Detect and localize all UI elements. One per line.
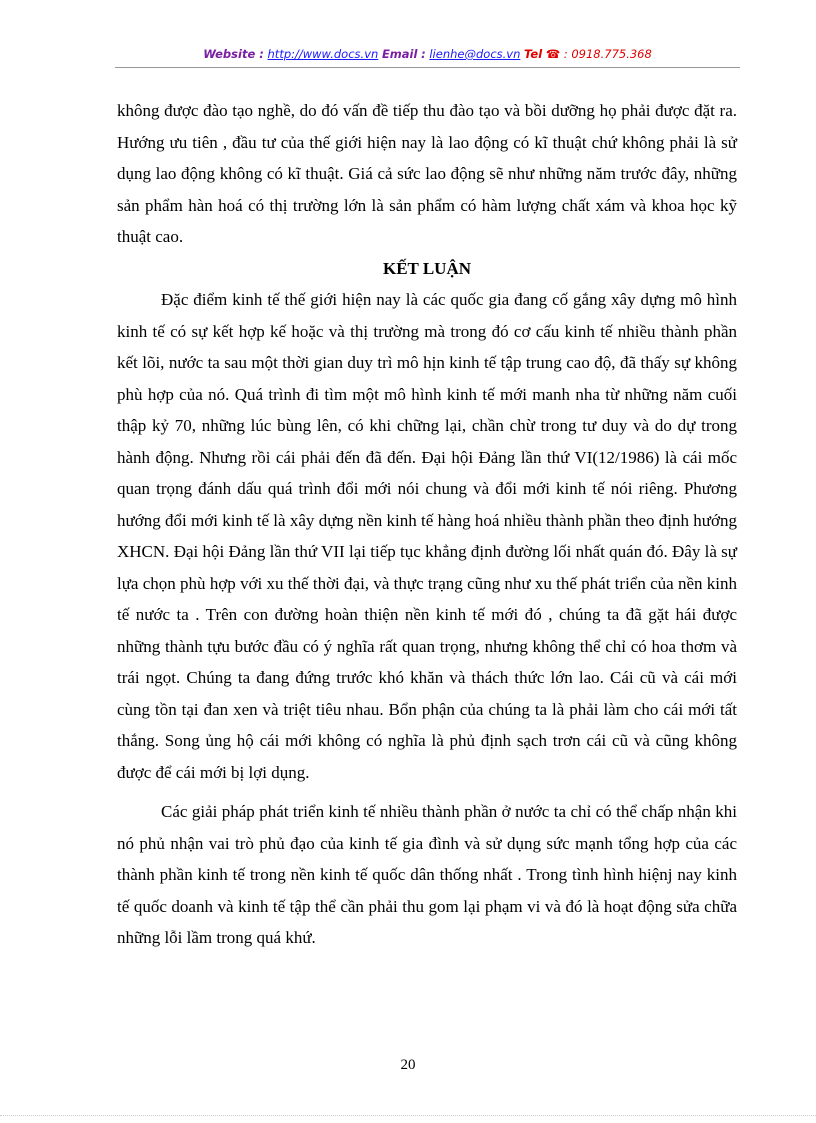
email-label: Email	[381, 47, 418, 61]
header-rule	[115, 67, 740, 68]
document-body	[117, 95, 737, 954]
paragraph-conclusion: Đặc điểm kinh tế thế giới hiện nay là các quốc gia đang cố gắng xây dựng mô hình kinh tế có sự kết hợp kế hoặc và thị trường mà trong đó cơ cấu kinh tế nhiều thành phần kết lõi, nước ta sau một thời gian duy trì mô hịn kinh tế tập trung cao độ, đã thấy sự không phù hợp của nó. Quá trình đi tìm một mô hình kinh tế mới manh nha từ những năm cuối thập kỷ 70, những lúc bùng lên, có khi chững lại, chần chừ trong tư duy và do dự trong hành động. Nhưng rồi cái phải đến đã đến. Đại hội Đảng lần thứ VI(12/1986) là cái mốc quan trọng đánh dấu quá trình đổi mới nói chung và đổi mới kinh tế nói riêng. Phương hướng đổi mới kinh tế là xây dựng nền kinh tế hàng hoá nhiều thành phần theo định hướng XHCN. Đại hội Đảng lần thứ VII lại tiếp tục khẳng định đường lối nhất quán đó. Đây là sự lựa chọn phù hợp với xu thế thời đại, và thực trạng cũng như xu thế phát triển của nền kinh tế nước ta . Trên con đường hoàn thiện nền kinh tế mới đó , chúng ta đã gặt hái được những thành tựu bước đầu có ý nghĩa rất quan trọng, nhưng không thể chỉ có hoa thơm và trái ngọt. Chúng ta đang đứng trước khó khăn và thách thức lớn lao. Cái cũ và cái mới cùng tồn tại đan xen và triệt tiêu nhau. Bổn phận của chúng ta là phải làm cho cái mới tất thắng. Song ủng hộ cái mới không có nghĩa là phủ định sạch trơn cái cũ và cũng không được để cái mới bị lợi dụng.	[117, 290, 737, 782]
tel-number: : 0918.775.368	[563, 47, 652, 61]
page-number: 20	[400, 1057, 416, 1073]
website-label: Website :	[203, 47, 264, 61]
phone-icon: ☎	[545, 47, 561, 61]
website-link[interactable]: http://www.docs.vn	[267, 47, 379, 61]
paragraph-continued: không được đào tạo nghề, do đó vấn đề tiếp thu đào tạo và bồi dưỡng họ phải được đặt ra. Hướng ưu tiên , đầu tư của thế giới hiện nay là lao động có kĩ thuật chứ không phải là sử dụng lao động không có kĩ thuật. Giá cả sức lao động sẽ như những năm trước đây, những sản phẩm hàn hoá có thị trường lớn là sản phẩm có hàm lượng chất xám và khoa học kỹ thuật cao.	[117, 101, 737, 246]
tel-label: Tel	[524, 47, 543, 61]
page-bottom-border	[0, 1115, 816, 1116]
page-header	[115, 47, 740, 61]
email-separator: :	[421, 47, 426, 61]
paragraph-solutions: Các giải pháp phát triển kinh tế nhiều thành phần ở nước ta chỉ có thể chấp nhận khi nó phủ nhận vai trò phủ đạo của kinh tế gia đình và sử dụng sức mạnh tổng hợp của các thành phần kinh tế trong nền kinh tế quốc dân thống nhất . Trong tình hình hiệnj nay kinh tế quốc doanh và kinh tế tập thể cần phải thu gom lại phạm vi và đó là hoạt động sửa chữa những lỗi lầm trong quá khứ.	[117, 802, 737, 947]
section-heading: KẾT LUẬN	[382, 258, 471, 278]
email-link[interactable]: lienhe@docs.vn	[429, 47, 521, 61]
